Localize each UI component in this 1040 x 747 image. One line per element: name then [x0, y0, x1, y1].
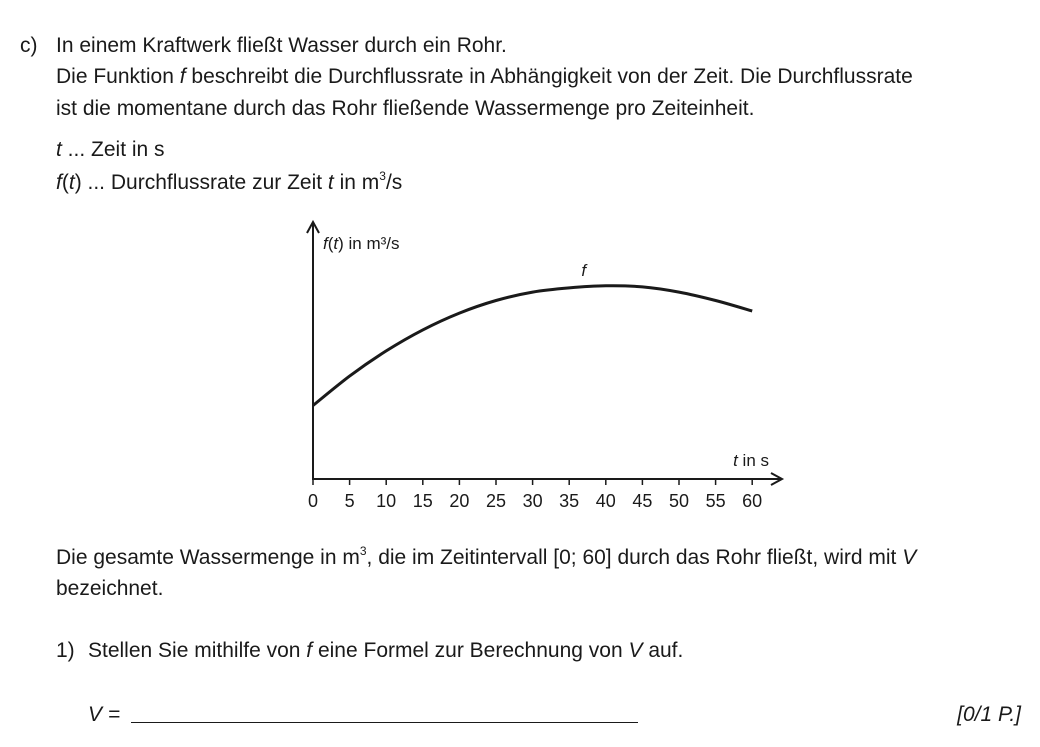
description-line-2: bezeichnet.: [56, 577, 164, 600]
function-name: f: [179, 65, 186, 88]
answer-label: V =: [88, 703, 121, 726]
description-line-1: Die gesamte Wassermenge in $m^3$, die im Zeitintervall [0; 60] durch das Rohr fließt, wird mit V: [56, 544, 917, 569]
x-tick-label: 10: [376, 491, 397, 511]
answer-blank[interactable]: [131, 722, 638, 723]
x-tick-label: 30: [522, 491, 543, 511]
task-label: c): [20, 34, 38, 57]
x-tick-label: 50: [668, 491, 690, 511]
series-line-f: [313, 286, 752, 406]
x-tick-label: 0: [307, 491, 319, 511]
y-axis-label: f(t) in m³/s: [323, 234, 400, 253]
intro-line-1: In einem Kraftwerk fließt Wasser durch ein Rohr.: [56, 34, 507, 57]
definition-f: f(t) ... Durchflussrate zur Zeit t in $m^3/s$: [56, 169, 403, 194]
x-tick-label: 55: [705, 491, 726, 511]
definition-t: t ... Zeit in s: [56, 138, 165, 161]
x-tick-group: [308, 479, 762, 511]
intro-line-3: ist die momentane durch das Rohr fließende Wassermenge pro Zeiteinheit.: [56, 97, 755, 120]
series-label-f: f: [581, 260, 587, 280]
x-tick-label: 60: [742, 491, 763, 511]
x-tick-label: 45: [632, 491, 653, 511]
x-tick-label: 5: [344, 491, 355, 511]
x-axis: [313, 473, 782, 485]
points-badge: [0/1 P.]: [957, 703, 1021, 726]
x-tick-label: 35: [559, 491, 580, 511]
question-1-number: 1): [56, 639, 75, 662]
intro-line-2: Die Funktion f beschreibt die Durchflussrate in Abhängigkeit von der Zeit. Die Durchflussrate: [56, 65, 913, 88]
y-axis: [307, 222, 319, 480]
question-1-text: Stellen Sie mithilfe von f eine Formel zur Berechnung von V auf.: [88, 639, 684, 662]
x-tick-label: 15: [412, 491, 433, 511]
x-axis-label: t in s: [733, 451, 769, 470]
x-tick-label: 20: [449, 491, 470, 511]
x-tick-label: 40: [595, 491, 616, 511]
x-tick-label: 25: [485, 491, 507, 511]
